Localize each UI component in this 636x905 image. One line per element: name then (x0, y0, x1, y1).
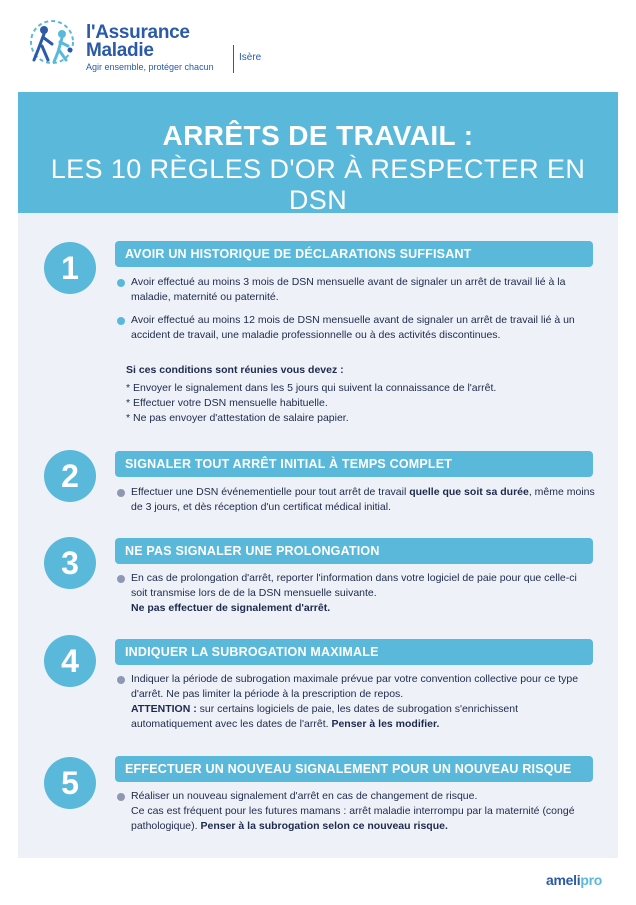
rule-5-title: EFFECTUER UN NOUVEAU SIGNALEMENT POUR UN NOUVEAU RISQUE (115, 756, 593, 782)
rule-5-text-2-bold: Penser à la subrogation selon ce nouveau risque. (200, 820, 448, 832)
rule-2-bullet (117, 485, 595, 515)
page-title-line1: ARRÊTS DE TRAVAIL : (162, 120, 474, 151)
rule-1-conditions-heading: Si ces conditions sont réunies vous devez : (126, 364, 344, 376)
rule-4-text: Indiquer la période de subrogation maximale prévue par votre convention collective pour ce type d'arrêt. Ne pas limiter la période à la prescription de repos. (131, 673, 579, 700)
assurance-maladie-emblem-icon (24, 14, 80, 70)
logo-tagline: Agir ensemble, protéger chacun (86, 62, 214, 72)
rule-1-bullet-2-text: Avoir effectué au moins 12 mois de DSN mensuelle avant de signaler un arrêt de travail lié à un accident de travail, une maladie professionnelle ou à des activités discontinues. (131, 314, 575, 341)
bullet-dot-icon (117, 317, 125, 325)
rule-1-number: 1 (44, 242, 96, 294)
rule-1-condition-1: * Envoyer le signalement dans les 5 jours qui suivent la connaissance de l'arrêt. (126, 382, 497, 394)
rule-5-number: 5 (44, 757, 96, 809)
title-banner (18, 92, 618, 213)
bullet-dot-icon (117, 793, 125, 801)
bullet-dot-icon (117, 279, 125, 287)
assurance-maladie-logo (24, 12, 284, 76)
rule-2-text-b: , même moins de 3 jours, et dès réception d'un certificat médical initial. (131, 486, 595, 513)
rule-5-text-2: Ce cas est fréquent pour les futures mamans : arrêt maladie interrompu par la maternité (congé pathologique). (131, 805, 575, 832)
region-label: Isère (239, 52, 262, 63)
rule-3-bullet (117, 571, 595, 616)
rule-2-text-bold: quelle que soit sa durée (409, 486, 529, 498)
rule-2-title: SIGNALER TOUT ARRÊT INITIAL À TEMPS COMPLET (115, 451, 593, 477)
rule-4-title: INDIQUER LA SUBROGATION MAXIMALE (115, 639, 593, 665)
rules-card (18, 92, 618, 858)
rule-4-attention-text: sur certains logiciels de paie, les dates de subrogation s'enrichissent automatiquement avec les dates de l'arrêt. (131, 703, 518, 730)
rule-4-attention-label: ATTENTION : (131, 703, 197, 715)
rule-4-bullet (117, 672, 595, 732)
amelipro-logo (546, 872, 602, 888)
rule-1-title: AVOIR UN HISTORIQUE DE DÉCLARATIONS SUFFISANT (115, 241, 593, 267)
rule-4-number: 4 (44, 635, 96, 687)
logo-separator (233, 45, 234, 73)
rule-3-number: 3 (44, 537, 96, 589)
page-title-line2: LES 10 RÈGLES D'OR À RESPECTER EN DSN (50, 154, 586, 215)
rule-1-bullet-2 (117, 313, 595, 343)
rule-1-condition-3: * Ne pas envoyer d'attestation de salaire papier. (126, 412, 349, 424)
bullet-dot-icon (117, 575, 125, 583)
bullet-dot-icon (117, 676, 125, 684)
rule-3-text: En cas de prolongation d'arrêt, reporter l'information dans votre logiciel de paie pour que celle-ci soit transmise lors de de la DSN mensuelle suivante. (131, 572, 577, 599)
rule-2-number: 2 (44, 450, 96, 502)
logo-name-line1: l'Assurance (86, 22, 190, 43)
rule-3-text-bold: Ne pas effectuer de signalement d'arrêt. (131, 602, 331, 614)
rule-1-bullet-1-text: Avoir effectué au moins 3 mois de DSN mensuelle avant de signaler un arrêt de travail lié à la maladie, maternité ou paternité. (131, 276, 566, 303)
rule-2-text-a: Effectuer une DSN événementielle pour tout arrêt de travail (131, 486, 410, 498)
logo-name-line2: Maladie (86, 40, 154, 61)
rule-1-condition-2: * Effectuer votre DSN mensuelle habituelle. (126, 397, 328, 409)
rule-5-bullet (117, 789, 595, 834)
rule-4-attention-bold: Penser à les modifier. (331, 718, 440, 730)
rule-5-text: Réaliser un nouveau signalement d'arrêt en cas de changement de risque. (131, 790, 478, 802)
logo-name (86, 24, 190, 60)
bullet-dot-icon (117, 489, 125, 497)
amelipro-logo-b: pro (580, 872, 602, 888)
rule-1-bullet-1 (117, 275, 595, 305)
rule-3-title: NE PAS SIGNALER UNE PROLONGATION (115, 538, 593, 564)
amelipro-logo-a: ameli (546, 872, 581, 888)
